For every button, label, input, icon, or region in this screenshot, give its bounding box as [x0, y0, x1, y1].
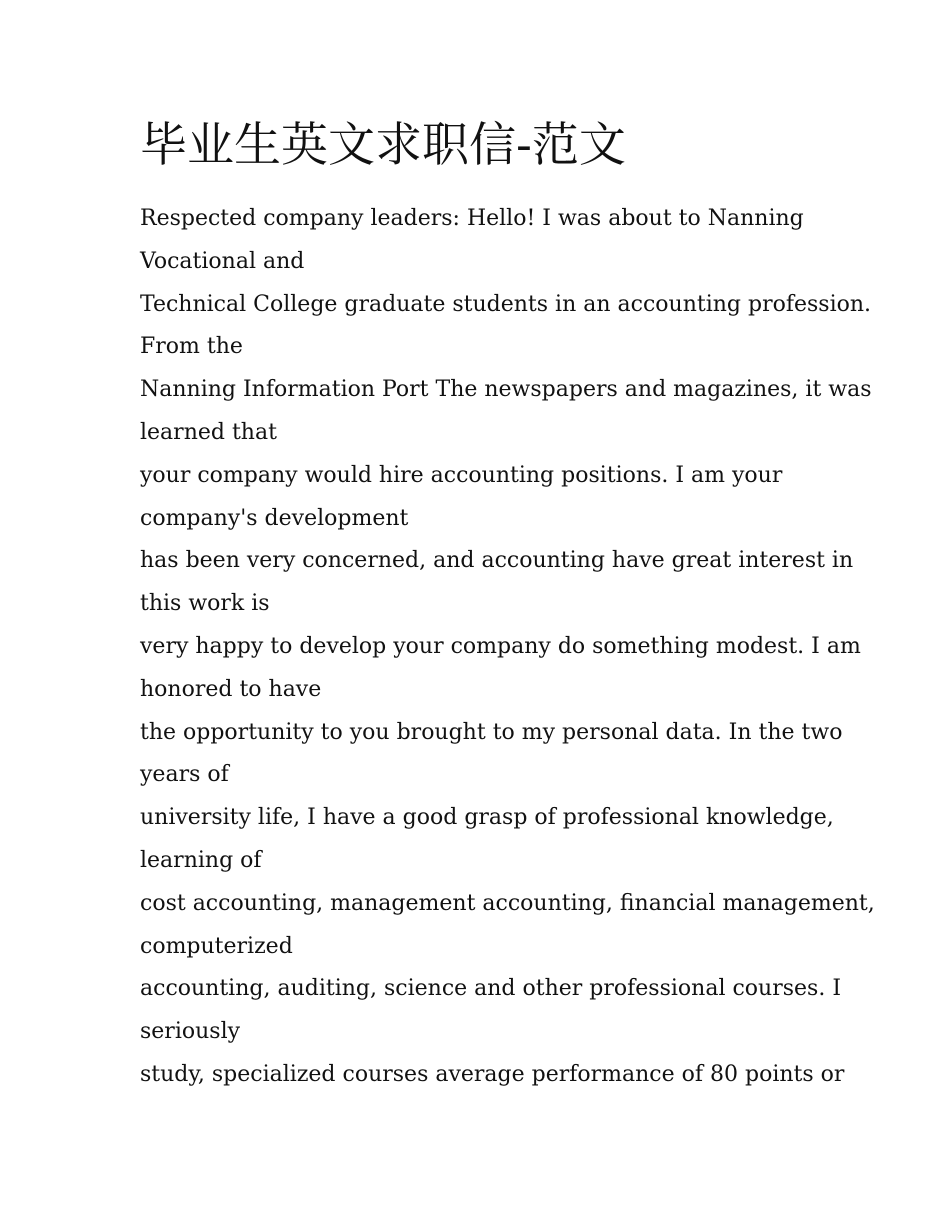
text-line: From the [140, 334, 243, 360]
letter-body [140, 198, 875, 1097]
text-line: Nanning Information Port The newspapers and magazines, it was [140, 377, 872, 403]
text-line: computerized [140, 933, 293, 959]
text-line: Technical College graduate students in an accounting profession. [140, 291, 872, 317]
text-line: honored to have [140, 676, 322, 702]
text-line: cost accounting, management accounting, financial management, [140, 890, 875, 916]
text-line: learned that [140, 419, 277, 445]
text-line: learning of [140, 847, 262, 873]
text-line: seriously [140, 1019, 241, 1045]
document-title: 毕业生英文求职信-范文 [140, 118, 626, 173]
text-line: has been very concerned, and accounting have great interest in [140, 548, 854, 574]
text-line: your company would hire accounting positions. I am your [140, 462, 783, 488]
text-line: Respected company leaders: Hello! I was about to Nanning [140, 206, 804, 231]
text-line: Vocational and [140, 248, 305, 274]
text-line: the opportunity to you brought to my personal data. In the two [140, 719, 843, 745]
text-line: very happy to develop your company do something modest. I am [140, 633, 861, 659]
text-line: company's development [140, 505, 409, 531]
text-line: years of [140, 762, 229, 788]
text-line: study, specialized courses average performance of 80 points or [140, 1061, 845, 1087]
text-line: this work is [140, 591, 270, 617]
text-line: accounting, auditing, science and other professional courses. I [140, 976, 842, 1002]
text-line: university life, I have a good grasp of professional knowledge, [140, 805, 834, 831]
